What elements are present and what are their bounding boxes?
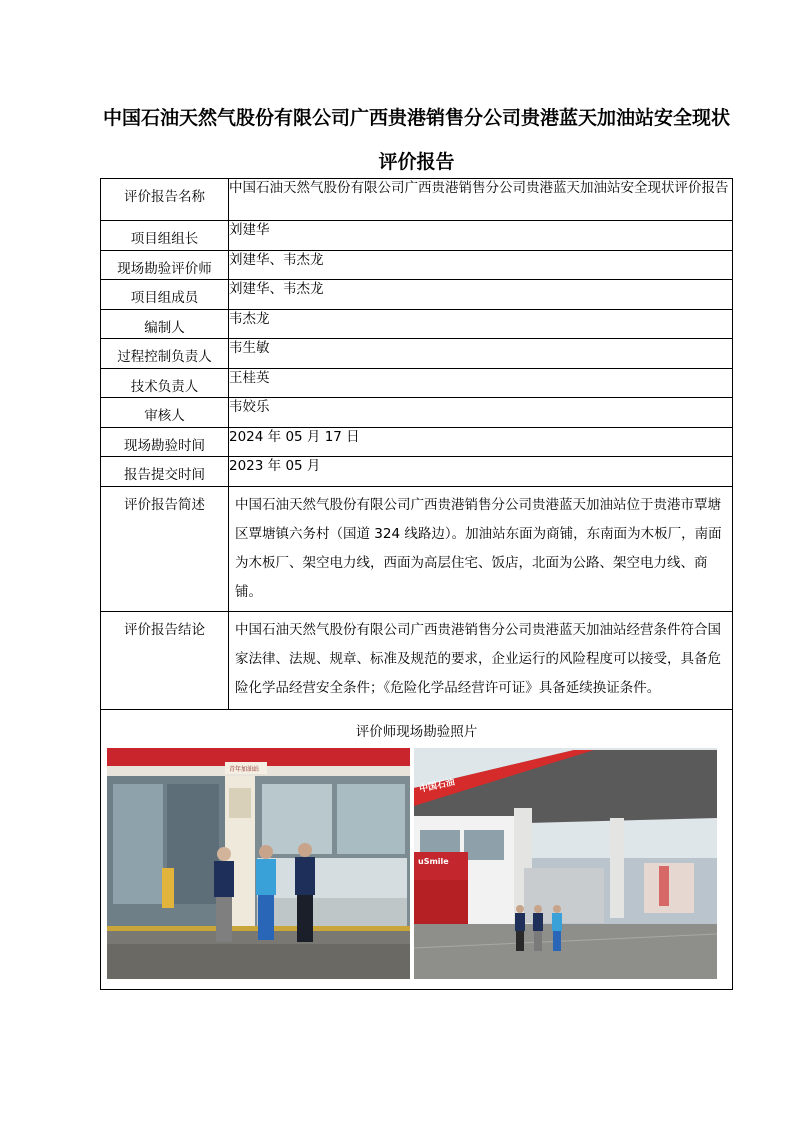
row-team-members — [101, 280, 733, 310]
row-site-assessors — [101, 251, 733, 280]
site-photo-forecourt-image — [414, 748, 717, 979]
row-summary — [101, 487, 733, 612]
label-summary: 评价报告简述 — [101, 487, 229, 612]
shopfront-sign-text: 青年加油站 — [229, 766, 260, 773]
label-reviewer: 审核人 — [101, 398, 229, 428]
site-photo-shopfront — [107, 748, 410, 979]
report-info-table — [100, 178, 733, 990]
site-photo-forecourt — [414, 748, 717, 979]
row-conclusion — [101, 612, 733, 710]
site-photo-shopfront-image — [107, 748, 410, 979]
forecourt-brand-text: 中国石油 — [418, 777, 456, 795]
label-technical-lead: 技术负责人 — [101, 369, 229, 398]
value-reviewer: 韦姣乐 — [229, 398, 733, 428]
label-conclusion: 评价报告结论 — [101, 612, 229, 710]
row-report-name — [101, 179, 733, 221]
label-site-date: 现场勘验时间 — [101, 428, 229, 457]
row-photos — [101, 710, 733, 990]
label-compiler: 编制人 — [101, 310, 229, 339]
row-submit-date — [101, 457, 733, 487]
row-team-leader — [101, 221, 733, 251]
report-title: 中国石油天然气股份有限公司广西贵港销售分公司贵港蓝天加油站安全现状评价报告 — [102, 107, 730, 173]
label-submit-date: 报告提交时间 — [101, 457, 229, 487]
value-site-date: 2024 年 05 月 17 日 — [229, 428, 733, 457]
forecourt-store-text: uSmile — [418, 857, 449, 866]
label-process-control: 过程控制负责人 — [101, 339, 229, 369]
row-compiler — [101, 310, 733, 339]
photo-section-heading: 评价师现场勘验照片 — [355, 724, 478, 740]
value-conclusion: 中国石油天然气股份有限公司广西贵港销售分公司贵港蓝天加油站经营条件符合国家法律、法规、规章、标准及规范的要求，企业运行的风险程度可以接受，具备危险化学品经营安全条件；《危险化学品经营许可证》具备延续换证条件。 — [229, 612, 733, 710]
row-process-control — [101, 339, 733, 369]
value-site-assessors: 刘建华、韦杰龙 — [229, 251, 733, 280]
label-report-name: 评价报告名称 — [101, 179, 229, 221]
value-process-control: 韦生敏 — [229, 339, 733, 369]
value-report-name: 中国石油天然气股份有限公司广西贵港销售分公司贵港蓝天加油站安全现状评价报告 — [229, 179, 733, 221]
value-technical-lead: 王桂英 — [229, 369, 733, 398]
value-summary: 中国石油天然气股份有限公司广西贵港销售分公司贵港蓝天加油站位于贵港市覃塘区覃塘镇六务村（国道 324 线路边）。加油站东面为商铺，东南面为木板厂，南面为木板厂、架空电力线，西面为高层住宅、饭店，北面为公路、架空电力线、商铺。 — [229, 487, 733, 612]
row-reviewer — [101, 398, 733, 428]
photo-row — [101, 744, 732, 989]
value-compiler: 韦杰龙 — [229, 310, 733, 339]
value-team-leader: 刘建华 — [229, 221, 733, 251]
value-submit-date: 2023 年 05 月 — [229, 457, 733, 487]
row-site-date — [101, 428, 733, 457]
photo-section — [101, 710, 733, 990]
value-team-members: 刘建华、韦杰龙 — [229, 280, 733, 310]
row-technical-lead — [101, 369, 733, 398]
label-team-members: 项目组成员 — [101, 280, 229, 310]
label-site-assessors: 现场勘验评价师 — [101, 251, 229, 280]
label-team-leader: 项目组组长 — [101, 221, 229, 251]
